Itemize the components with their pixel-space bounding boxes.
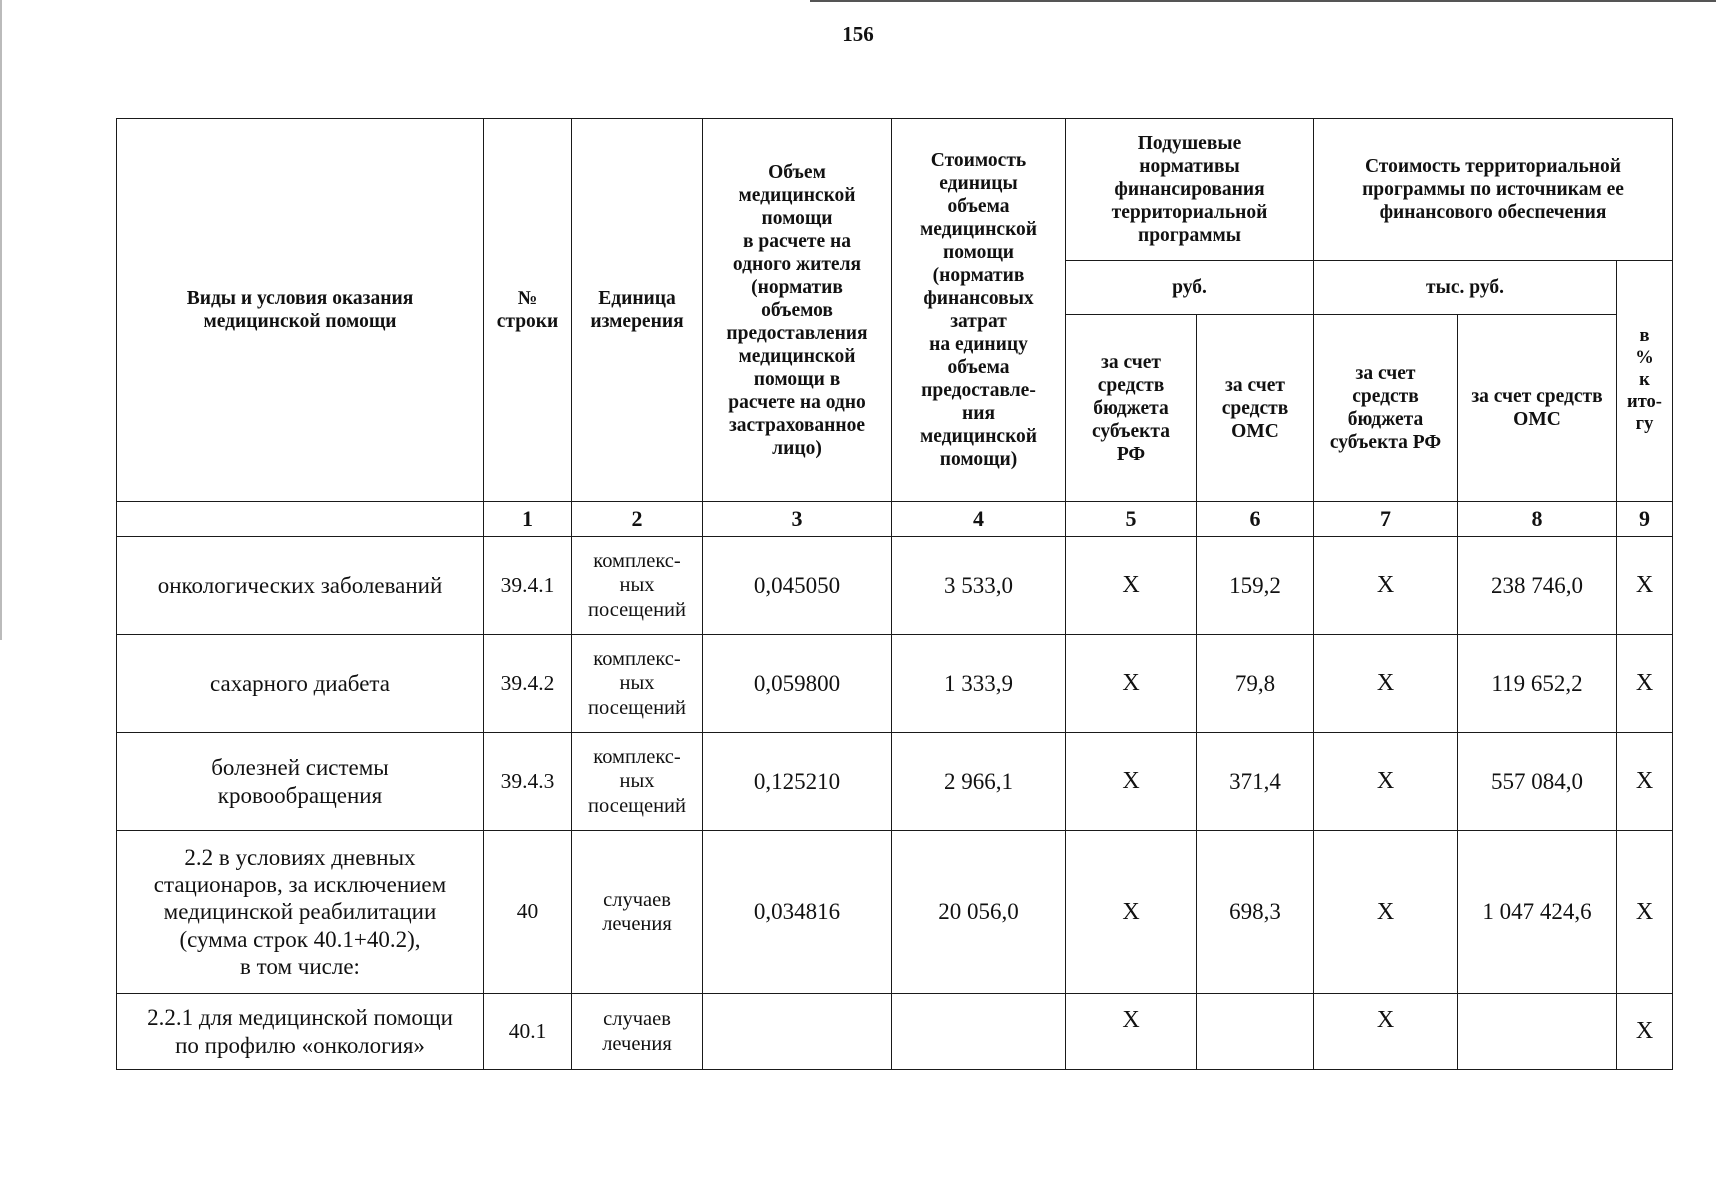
row-volume: 0,045050 xyxy=(703,537,892,635)
row-budget-rub: Х xyxy=(1066,831,1197,994)
left-edge-rule xyxy=(0,0,2,640)
row-volume: 0,034816 xyxy=(703,831,892,994)
header-kind: Виды и условия оказания медицинской помощи xyxy=(117,119,484,502)
row-budget-rub: Х xyxy=(1066,537,1197,635)
row-percent: Х xyxy=(1617,831,1673,994)
table-row xyxy=(117,831,1673,994)
column-number: 3 xyxy=(703,502,892,537)
column-number-row xyxy=(117,502,1673,537)
page-number: 156 xyxy=(842,22,874,46)
row-oms-thous: 238 746,0 xyxy=(1458,537,1617,635)
row-unit-cost: 1 333,9 xyxy=(892,635,1066,733)
row-volume: 0,059800 xyxy=(703,635,892,733)
row-unit: комплекс- ных посещений xyxy=(572,635,703,733)
row-oms-thous: 1 047 424,6 xyxy=(1458,831,1617,994)
row-number: 39.4.3 xyxy=(484,733,572,831)
row-budget-thous: Х xyxy=(1314,733,1458,831)
header-oms: за счет средств ОМС xyxy=(1197,315,1314,502)
top-edge-rule xyxy=(810,0,1716,2)
column-number: 6 xyxy=(1197,502,1314,537)
row-percent: Х xyxy=(1617,994,1673,1070)
row-name: онкологических заболеваний xyxy=(117,537,484,635)
row-oms-rub xyxy=(1197,994,1314,1070)
row-budget-thous: Х xyxy=(1314,831,1458,994)
row-percent: Х xyxy=(1617,537,1673,635)
row-unit: комплекс- ных посещений xyxy=(572,537,703,635)
row-oms-rub: 698,3 xyxy=(1197,831,1314,994)
row-oms-rub: 79,8 xyxy=(1197,635,1314,733)
row-oms-thous xyxy=(1458,994,1617,1070)
row-oms-thous: 557 084,0 xyxy=(1458,733,1617,831)
header-row-number: № строки xyxy=(484,119,572,502)
row-budget-rub: Х xyxy=(1066,733,1197,831)
header-unit: Единица измерения xyxy=(572,119,703,502)
row-name: болезней системы кровообращения xyxy=(117,733,484,831)
header-oms-thous: за счет средств ОМС xyxy=(1458,315,1617,502)
row-unit: комплекс- ных посещений xyxy=(572,733,703,831)
header-budget-rf-thous: за счет средств бюджета субъекта РФ xyxy=(1314,315,1458,502)
column-number: 8 xyxy=(1458,502,1617,537)
column-number: 7 xyxy=(1314,502,1458,537)
row-number: 39.4.1 xyxy=(484,537,572,635)
row-volume: 0,125210 xyxy=(703,733,892,831)
row-oms-thous: 119 652,2 xyxy=(1458,635,1617,733)
header-unit-cost: Стоимость единицы объема медицинской помощи (норматив финансовых затрат на единицу объема предоставле- ния медицинской помощи) xyxy=(892,119,1066,502)
header-rub: руб. xyxy=(1066,261,1314,315)
row-name: сахарного диабета xyxy=(117,635,484,733)
header-per-capita: Подушевые нормативы финансирования территориальной программы xyxy=(1066,119,1314,261)
row-unit-cost xyxy=(892,994,1066,1070)
row-number: 40 xyxy=(484,831,572,994)
column-number: 5 xyxy=(1066,502,1197,537)
row-oms-rub: 371,4 xyxy=(1197,733,1314,831)
row-name: 2.2 в условиях дневных стационаров, за исключением медицинской реабилитации (сумма строк 40.1+40.2), в том числе: xyxy=(117,831,484,994)
row-unit-cost: 20 056,0 xyxy=(892,831,1066,994)
row-budget-rub: Х xyxy=(1066,635,1197,733)
table-row xyxy=(117,994,1673,1070)
row-budget-thous: Х xyxy=(1314,994,1458,1070)
column-number: 4 xyxy=(892,502,1066,537)
header-percent: в % к ито- гу xyxy=(1617,261,1673,502)
row-unit-cost: 3 533,0 xyxy=(892,537,1066,635)
row-name: 2.2.1 для медицинской помощи по профилю «онкология» xyxy=(117,994,484,1070)
program-cost-table xyxy=(116,118,1673,1070)
table-row xyxy=(117,537,1673,635)
header-budget-rf: за счет средств бюджета субъекта РФ xyxy=(1066,315,1197,502)
row-oms-rub: 159,2 xyxy=(1197,537,1314,635)
header-program-cost: Стоимость территориальной программы по источникам ее финансового обеспечения xyxy=(1314,119,1673,261)
header-volume: Объем медицинской помощи в расчете на одного жителя (норматив объемов предоставления медицинской помощи в расчете на одно застрахованное лицо) xyxy=(703,119,892,502)
row-budget-thous: Х xyxy=(1314,537,1458,635)
row-unit: случаев лечения xyxy=(572,831,703,994)
column-number: 2 xyxy=(572,502,703,537)
row-budget-thous: Х xyxy=(1314,635,1458,733)
row-unit: случаев лечения xyxy=(572,994,703,1070)
table-row xyxy=(117,635,1673,733)
row-number: 39.4.2 xyxy=(484,635,572,733)
row-number: 40.1 xyxy=(484,994,572,1070)
header-row-1 xyxy=(117,119,1673,261)
row-percent: Х xyxy=(1617,733,1673,831)
header-thous-rub: тыс. руб. xyxy=(1314,261,1617,315)
row-volume xyxy=(703,994,892,1070)
row-unit-cost: 2 966,1 xyxy=(892,733,1066,831)
table-row xyxy=(117,733,1673,831)
column-number-empty xyxy=(117,502,484,537)
column-number: 9 xyxy=(1617,502,1673,537)
row-budget-rub: Х xyxy=(1066,994,1197,1070)
column-number: 1 xyxy=(484,502,572,537)
row-percent: Х xyxy=(1617,635,1673,733)
